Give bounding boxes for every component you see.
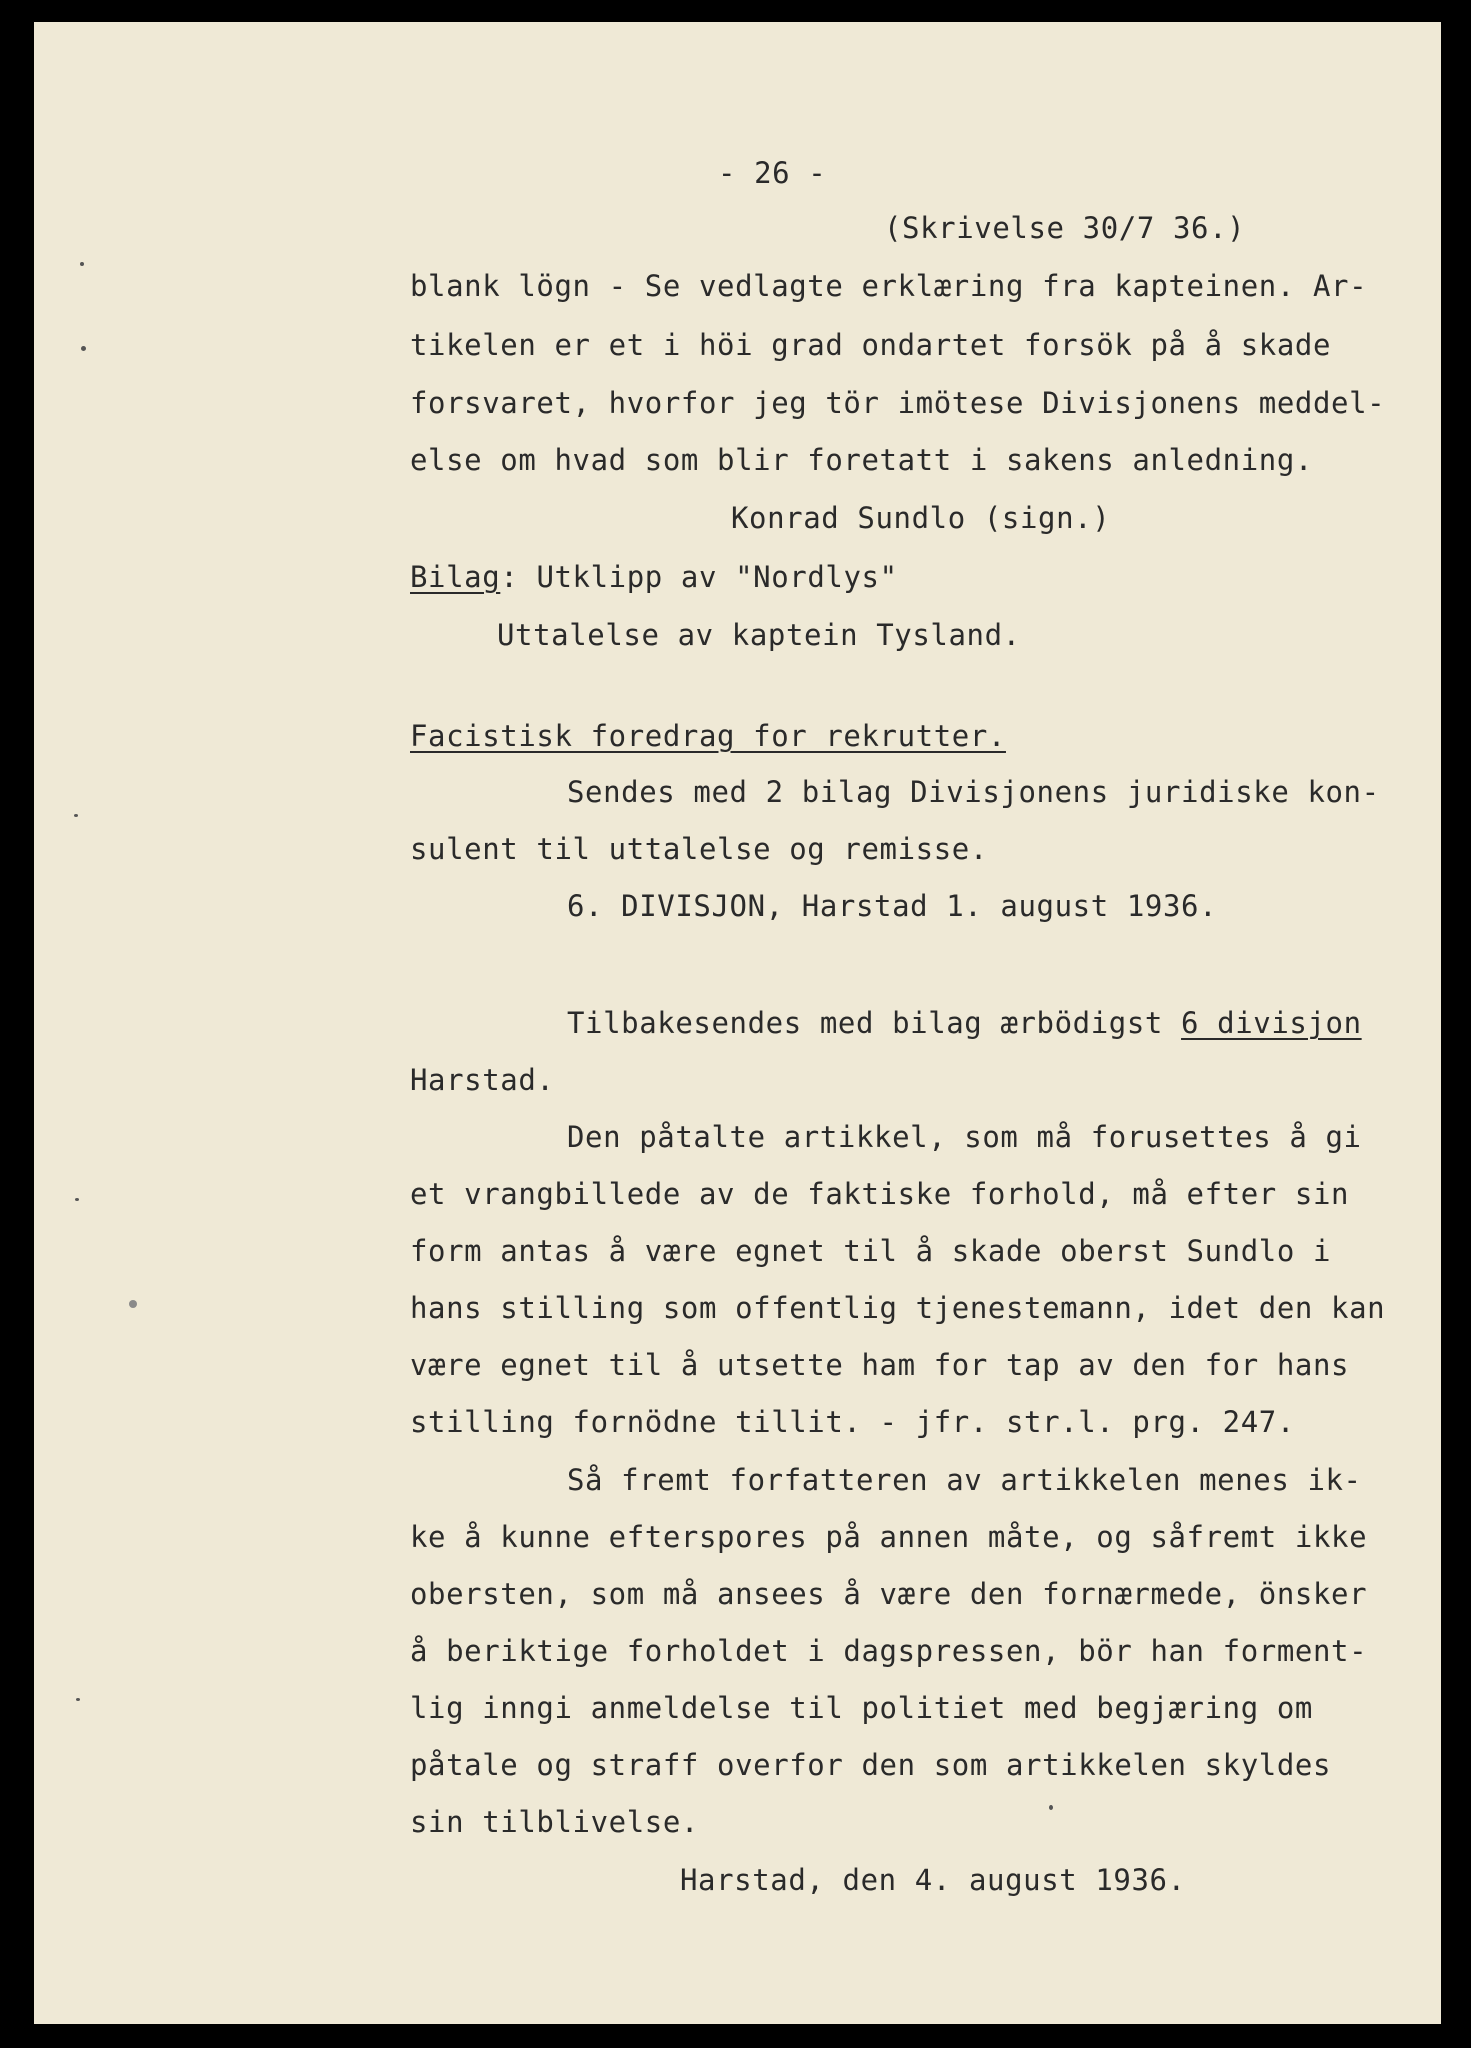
paper-speck (75, 1198, 79, 1201)
letter-signature: Konrad Sundlo (sign.) (731, 501, 1111, 535)
reply-recipient: 6 divisjon (1181, 1006, 1362, 1040)
document-page (34, 22, 1441, 2024)
attachment-item: Uttalelse av kaptein Tysland. (497, 618, 1021, 652)
paper-speck (80, 262, 84, 266)
letter-reference: (Skrivelse 30/7 36.) (884, 211, 1246, 245)
reply-intro (567, 1005, 1362, 1041)
reply-intro-text: Tilbakesendes med bilag ærbödigst (567, 1006, 1182, 1040)
paper-speck (76, 1698, 80, 1701)
letter-line: else om hvad som blir foretatt i sakens anledning. (410, 443, 1313, 477)
forward-line: Sendes med 2 bilag Divisjonens juridiske kon- (567, 775, 1380, 809)
page-number: - 26 - (718, 156, 827, 190)
paper-speck (1049, 1805, 1053, 1810)
reply-place-date: Harstad, den 4. august 1936. (680, 1863, 1186, 1897)
reply-paragraph-line: form antas å være egnet til å skade oberst Sundlo i (410, 1234, 1332, 1268)
reply-paragraph-line: være egnet til å utsette ham for tap av den for hans (410, 1348, 1350, 1382)
reply-paragraph-line: ke å kunne efterspores på annen måte, og såfremt ikke (410, 1520, 1368, 1554)
section-heading: Facistisk foredrag for rekrutter. (410, 719, 1006, 753)
paper-speck (81, 346, 86, 351)
reply-paragraph-line: et vrangbillede av de faktiske forhold, må efter sin (410, 1177, 1350, 1211)
reply-paragraph-line: Den påtalte artikkel, som må forusettes å gi (567, 1120, 1362, 1154)
letter-line: blank lögn - Se vedlagte erklæring fra kapteinen. Ar- (410, 269, 1368, 303)
reply-paragraph-line: hans stilling som offentlig tjenestemann, idet den kan (410, 1291, 1386, 1325)
paper-speck (129, 1300, 137, 1308)
reply-paragraph-line: stilling fornödne tillit. - jfr. str.l. prg. 247. (410, 1405, 1295, 1439)
reply-paragraph-line: påtale og straff overfor den som artikkelen skyldes (410, 1748, 1332, 1782)
reply-paragraph-line: sin tilblivelse. (410, 1805, 699, 1839)
attachments-line (410, 559, 898, 595)
attachments-colon: : (500, 560, 519, 594)
reply-paragraph-line: å beriktige forholdet i dagspressen, bör han forment- (410, 1634, 1368, 1668)
reply-paragraph-line: Så fremt forfatteren av artikkelen menes ik- (567, 1463, 1362, 1497)
reply-paragraph-line: lig inngi anmeldelse til politiet med begjæring om (410, 1691, 1313, 1725)
attachment-item: Utklipp av "Nordlys" (536, 560, 898, 594)
forward-place-date: 6. DIVISJON, Harstad 1. august 1936. (567, 889, 1218, 923)
paper-speck (74, 814, 78, 817)
letter-line: tikelen er et i höi grad ondartet forsök på å skade (410, 328, 1332, 362)
attachments-label: Bilag (410, 560, 501, 594)
forward-line: sulent til uttalelse og remisse. (410, 832, 988, 866)
reply-paragraph-line: obersten, som må ansees å være den fornærmede, önsker (410, 1577, 1368, 1611)
reply-intro-line2: Harstad. (410, 1063, 555, 1097)
letter-line: forsvaret, hvorfor jeg tör imötese Divisjonens meddel- (410, 386, 1386, 420)
